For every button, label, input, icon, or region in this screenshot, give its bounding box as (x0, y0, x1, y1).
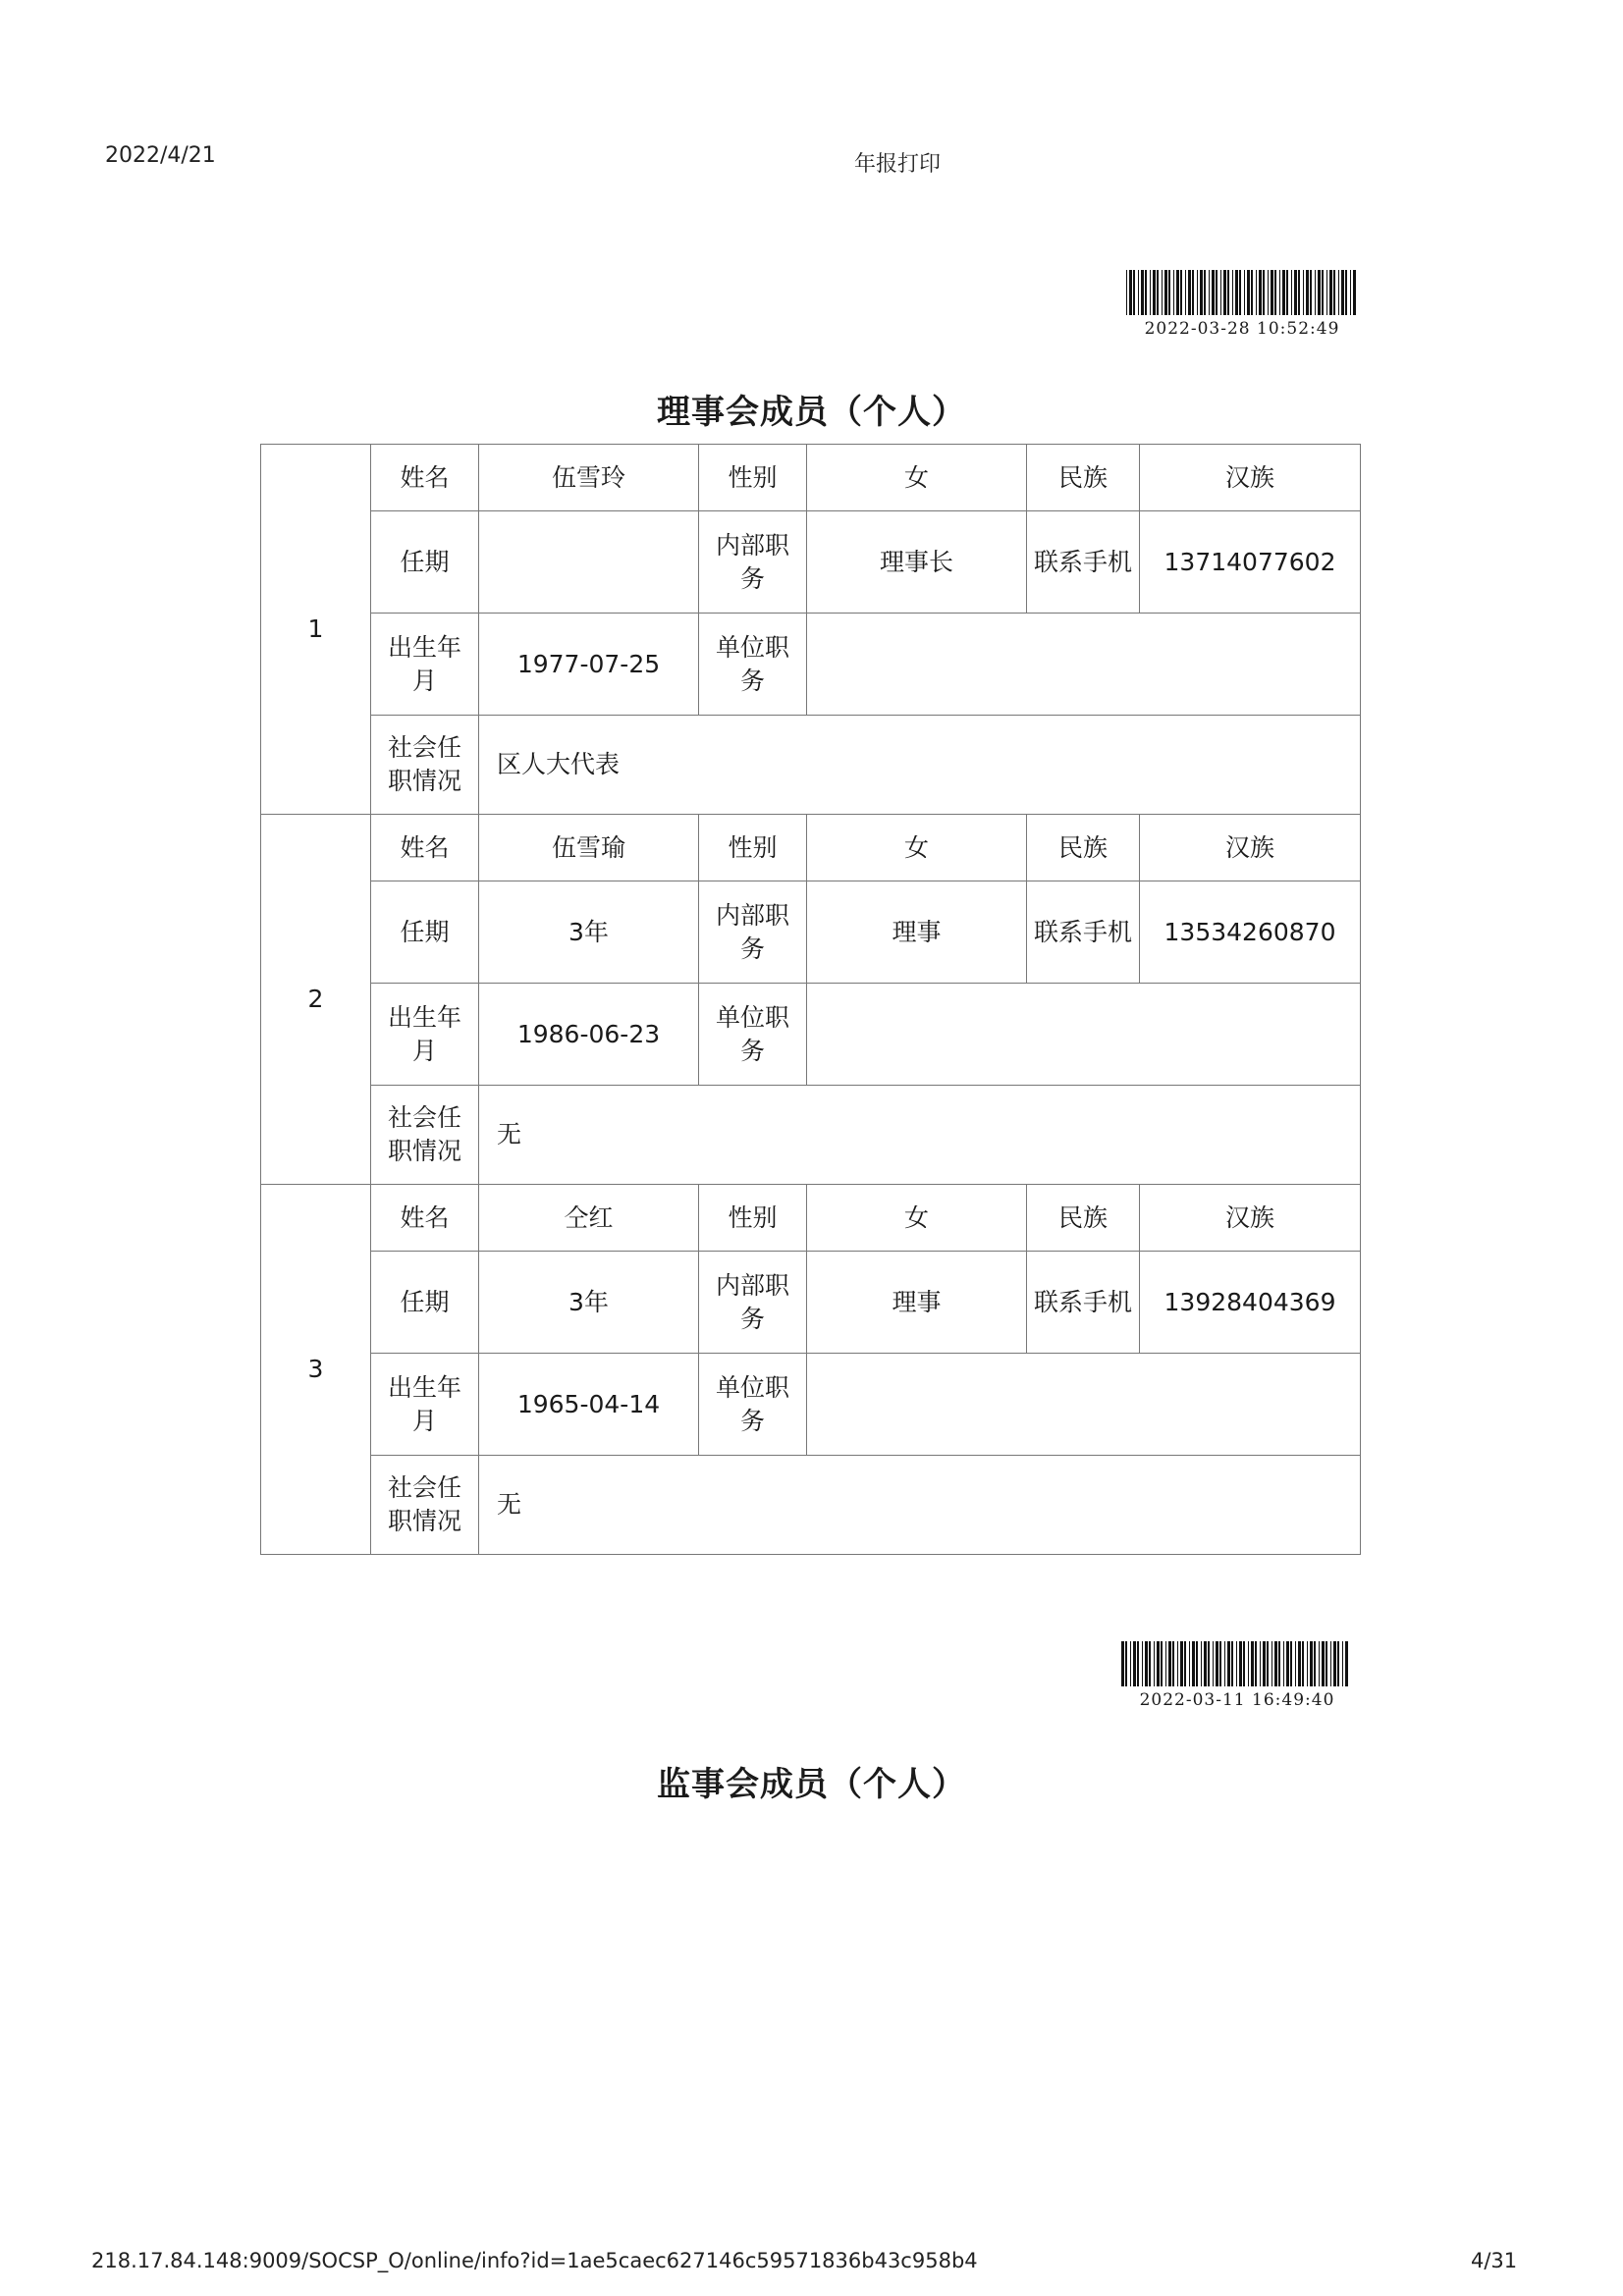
member-birth: 1986-06-23 (479, 984, 699, 1086)
barcode-bar (1172, 1641, 1174, 1686)
barcode-block-2 (1121, 1641, 1353, 1710)
label-gender: 性别 (699, 1185, 807, 1252)
barcode-timestamp: 2022-03-11 16:49:40 (1139, 1690, 1335, 1710)
barcode-bar (1216, 270, 1217, 315)
barcode-bar (1232, 270, 1233, 315)
member-name: 伍雪玲 (479, 445, 699, 511)
barcode-bar (1307, 1641, 1308, 1686)
barcode-bar (1138, 270, 1139, 315)
member-term (479, 511, 699, 614)
barcode-bar (1162, 270, 1163, 315)
label-unit-position: 单位职务 (699, 614, 807, 716)
barcode-bar (1157, 1641, 1160, 1686)
barcode-bar (1263, 270, 1265, 315)
table-row (261, 984, 1361, 1086)
member-social-position: 区人大代表 (479, 716, 1361, 815)
barcode-bar (1204, 1641, 1207, 1686)
barcode-bar (1271, 270, 1273, 315)
barcode-bar (1197, 270, 1198, 315)
barcode-bar (1213, 1641, 1214, 1686)
barcode-bar (1145, 1641, 1148, 1686)
barcode-bar (1177, 1641, 1178, 1686)
barcode-bar (1145, 270, 1147, 315)
barcode-bar (1239, 1641, 1242, 1686)
member-internal-position: 理事长 (807, 511, 1027, 614)
label-birth: 出生年月 (371, 1354, 479, 1456)
barcode-bar (1201, 1641, 1202, 1686)
barcode-bar (1227, 270, 1229, 315)
barcode-bar (1209, 270, 1210, 315)
barcode-bar (1137, 1641, 1139, 1686)
barcode-bar (1126, 270, 1127, 315)
barcode-block-1 (1126, 270, 1358, 339)
barcode-bar (1231, 1641, 1233, 1686)
barcode-bar (1322, 1641, 1325, 1686)
barcode-bar (1315, 270, 1316, 315)
barcode-bar (1150, 270, 1151, 315)
barcode-bar (1243, 1641, 1245, 1686)
table-row (261, 815, 1361, 881)
member-birth: 1965-04-14 (479, 1354, 699, 1456)
barcode-bar (1235, 270, 1238, 315)
footer-url: 218.17.84.148:9009/SOCSP_O/online/info?id=1ae5caec627146c59571836b43c958b4 (91, 2249, 978, 2272)
table-row (261, 511, 1361, 614)
label-phone: 联系手机 (1027, 511, 1140, 614)
barcode-bar (1157, 270, 1159, 315)
member-phone: 13534260870 (1140, 881, 1361, 984)
barcode-bar (1326, 270, 1327, 315)
barcode-bar (1248, 1641, 1249, 1686)
barcode-bar (1333, 1641, 1336, 1686)
member-birth: 1977-07-25 (479, 614, 699, 716)
barcode-bar (1224, 1641, 1225, 1686)
member-index: 2 (261, 815, 371, 1185)
barcode-bar (1286, 1641, 1289, 1686)
barcode-bar (1149, 1641, 1151, 1686)
barcode-bar (1350, 270, 1351, 315)
member-gender: 女 (807, 1185, 1027, 1252)
section-title-board: 理事会成员（个人） (657, 393, 966, 432)
member-internal-position: 理事 (807, 881, 1027, 984)
page-number: 4/31 (1471, 2249, 1518, 2272)
barcode-bar (1302, 1641, 1304, 1686)
barcode-bar (1180, 1641, 1183, 1686)
barcode-bar (1338, 270, 1339, 315)
barcode-bar (1290, 1641, 1292, 1686)
barcode-bar (1244, 270, 1245, 315)
barcode-image (1121, 1641, 1353, 1686)
barcode-bar (1125, 1641, 1127, 1686)
member-unit-position (807, 984, 1361, 1086)
barcode-bar (1353, 270, 1356, 315)
label-social-position: 社会任职情况 (371, 716, 479, 815)
barcode-bar (1268, 270, 1269, 315)
label-name: 姓名 (371, 445, 479, 511)
member-internal-position: 理事 (807, 1252, 1027, 1354)
barcode-bar (1298, 1641, 1301, 1686)
barcode-bar (1130, 1641, 1131, 1686)
label-internal-position: 内部职务 (699, 511, 807, 614)
barcode-bar (1342, 1641, 1343, 1686)
barcode-bar (1184, 1641, 1186, 1686)
table-row (261, 445, 1361, 511)
barcode-bar (1153, 270, 1156, 315)
barcode-bar (1341, 270, 1344, 315)
member-phone: 13714077602 (1140, 511, 1361, 614)
barcode-bar (1325, 1641, 1327, 1686)
barcode-bar (1196, 1641, 1198, 1686)
label-internal-position: 内部职务 (699, 1252, 807, 1354)
barcode-bar (1180, 270, 1182, 315)
barcode-bar (1173, 270, 1174, 315)
barcode-bar (1283, 1641, 1284, 1686)
member-social-position: 无 (479, 1456, 1361, 1555)
barcode-bar (1168, 270, 1170, 315)
label-name: 姓名 (371, 1185, 479, 1252)
label-term: 任期 (371, 1252, 479, 1354)
barcode-bar (1255, 1641, 1257, 1686)
table-row (261, 716, 1361, 815)
barcode-bar (1188, 270, 1191, 315)
barcode-bar (1259, 270, 1262, 315)
table-row (261, 1086, 1361, 1185)
label-phone: 联系手机 (1027, 881, 1140, 984)
barcode-bar (1141, 270, 1144, 315)
member-gender: 女 (807, 445, 1027, 511)
barcode-bar (1267, 1641, 1269, 1686)
barcode-bar (1239, 270, 1241, 315)
member-ethnicity: 汉族 (1140, 445, 1361, 511)
barcode-bar (1133, 1641, 1136, 1686)
member-index: 1 (261, 445, 371, 815)
member-social-position: 无 (479, 1086, 1361, 1185)
member-unit-position (807, 1354, 1361, 1456)
member-gender: 女 (807, 815, 1027, 881)
label-term: 任期 (371, 511, 479, 614)
barcode-bar (1208, 1641, 1210, 1686)
label-birth: 出生年月 (371, 984, 479, 1086)
barcode-bar (1286, 270, 1288, 315)
label-gender: 性别 (699, 815, 807, 881)
barcode-bar (1295, 1641, 1296, 1686)
member-term: 3年 (479, 881, 699, 984)
member-ethnicity: 汉族 (1140, 1185, 1361, 1252)
table-row (261, 614, 1361, 716)
barcode-bar (1204, 270, 1206, 315)
barcode-bar (1133, 270, 1135, 315)
label-unit-position: 单位职务 (699, 984, 807, 1086)
barcode-bar (1251, 270, 1253, 315)
barcode-bar (1330, 1641, 1331, 1686)
label-ethnicity: 民族 (1027, 445, 1140, 511)
barcode-bar (1260, 1641, 1261, 1686)
barcode-bar (1164, 270, 1167, 315)
table-row (261, 1456, 1361, 1555)
barcode-bar (1329, 270, 1332, 315)
table-row (261, 881, 1361, 984)
barcode-bar (1212, 270, 1215, 315)
label-phone: 联系手机 (1027, 1252, 1140, 1354)
barcode-bar (1247, 270, 1250, 315)
barcode-bar (1310, 270, 1312, 315)
member-phone: 13928404369 (1140, 1252, 1361, 1354)
barcode-bar (1189, 1641, 1190, 1686)
barcode-bar (1303, 270, 1304, 315)
barcode-bar (1236, 1641, 1237, 1686)
barcode-bar (1274, 1641, 1277, 1686)
label-term: 任期 (371, 881, 479, 984)
label-social-position: 社会任职情况 (371, 1086, 479, 1185)
barcode-bar (1333, 270, 1335, 315)
barcode-bar (1251, 1641, 1254, 1686)
barcode-bar (1294, 270, 1297, 315)
barcode-bar (1298, 270, 1300, 315)
label-internal-position: 内部职务 (699, 881, 807, 984)
barcode-bar (1165, 1641, 1166, 1686)
label-gender: 性别 (699, 445, 807, 511)
barcode-bar (1185, 270, 1186, 315)
barcode-bar (1256, 270, 1257, 315)
barcode-image (1126, 270, 1358, 315)
barcode-bar (1345, 1641, 1348, 1686)
print-date: 2022/4/21 (105, 143, 216, 168)
barcode-bar (1161, 1641, 1163, 1686)
barcode-bar (1345, 270, 1347, 315)
barcode-bar (1220, 270, 1221, 315)
barcode-bar (1168, 1641, 1171, 1686)
barcode-bar (1219, 1641, 1221, 1686)
member-name: 仝红 (479, 1185, 699, 1252)
barcode-bar (1223, 270, 1226, 315)
barcode-bar (1291, 270, 1292, 315)
barcode-bar (1318, 270, 1321, 315)
barcode-bar (1154, 1641, 1155, 1686)
barcode-bar (1337, 1641, 1339, 1686)
barcode-bar (1192, 270, 1194, 315)
table-row (261, 1354, 1361, 1456)
member-index: 3 (261, 1185, 371, 1555)
header-title: 年报打印 (854, 152, 942, 177)
barcode-bar (1192, 1641, 1195, 1686)
section-title-supervisors: 监事会成员（个人） (657, 1765, 966, 1804)
barcode-bar (1322, 270, 1324, 315)
barcode-bar (1314, 1641, 1316, 1686)
table-row (261, 1185, 1361, 1252)
barcode-bar (1274, 270, 1276, 315)
barcode-bar (1176, 270, 1179, 315)
barcode-bar (1142, 1641, 1143, 1686)
label-ethnicity: 民族 (1027, 815, 1140, 881)
barcode-timestamp: 2022-03-28 10:52:49 (1144, 319, 1340, 339)
table-row (261, 1252, 1361, 1354)
label-birth: 出生年月 (371, 614, 479, 716)
barcode-bar (1319, 1641, 1320, 1686)
barcode-bar (1279, 270, 1280, 315)
barcode-bar (1121, 1641, 1124, 1686)
barcode-bar (1282, 270, 1285, 315)
barcode-bar (1200, 270, 1203, 315)
label-unit-position: 单位职务 (699, 1354, 807, 1456)
member-unit-position (807, 614, 1361, 716)
label-name: 姓名 (371, 815, 479, 881)
label-ethnicity: 民族 (1027, 1185, 1140, 1252)
barcode-bar (1306, 270, 1309, 315)
barcode-bar (1227, 1641, 1230, 1686)
member-ethnicity: 汉族 (1140, 815, 1361, 881)
barcode-bar (1278, 1641, 1280, 1686)
member-term: 3年 (479, 1252, 699, 1354)
label-social-position: 社会任职情况 (371, 1456, 479, 1555)
barcode-bar (1310, 1641, 1313, 1686)
board-members-table (260, 444, 1361, 1555)
barcode-bar (1263, 1641, 1266, 1686)
barcode-bar (1271, 1641, 1272, 1686)
barcode-bar (1129, 270, 1132, 315)
member-name: 伍雪瑜 (479, 815, 699, 881)
barcode-bar (1216, 1641, 1218, 1686)
